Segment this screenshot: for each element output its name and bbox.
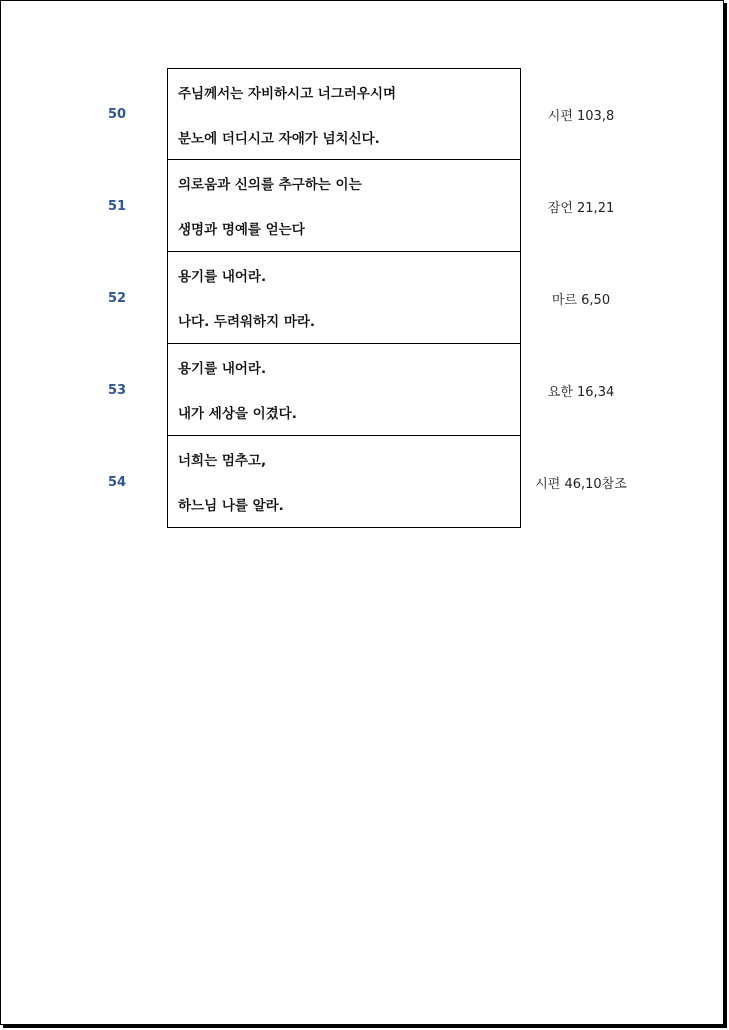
verse-line-1: 용기를 내어라. [178,361,267,377]
verse-row [1,68,725,160]
verse-reference: 시편 46,10참조 [535,476,627,492]
verse-row [1,344,725,436]
verse-row [1,252,725,344]
verse-text-cell [167,252,521,344]
verse-number: 51 [107,198,127,214]
verse-line-2: 내가 세상을 이겼다. [178,406,297,422]
verse-line-1: 의로움과 신의를 추구하는 이는 [178,177,362,193]
verse-text-cell [167,68,521,160]
verse-row [1,436,725,528]
verse-reference: 시편 103,8 [547,108,615,124]
verse-reference: 요한 16,34 [547,384,615,400]
verse-text-cell [167,436,521,528]
verse-line-2: 생명과 명예를 얻는다 [178,222,305,238]
verse-number: 52 [107,290,127,306]
verse-number: 53 [107,382,127,398]
verse-text-cell [167,160,521,252]
verse-line-1: 용기를 내어라. [178,269,267,285]
verse-text-cell [167,344,521,436]
page-shadow-right [724,3,727,1028]
verse-reference: 잠언 21,21 [547,200,615,216]
verse-number: 50 [107,106,127,122]
verse-line-2: 나다. 두려워하지 마라. [178,314,316,330]
verse-reference: 마르 6,50 [551,292,611,308]
verse-number: 54 [107,474,127,490]
verse-line-2: 분노에 더디시고 자애가 넘치신다. [178,131,380,147]
verse-line-1: 너희는 멈추고, [178,453,267,469]
verse-line-2: 하느님 나를 알라. [178,498,284,514]
verse-row [1,160,725,252]
verse-line-1: 주님께서는 자비하시고 너그러우시며 [178,86,397,102]
page-shadow-bottom [3,1025,727,1028]
verse-table [1,68,725,528]
